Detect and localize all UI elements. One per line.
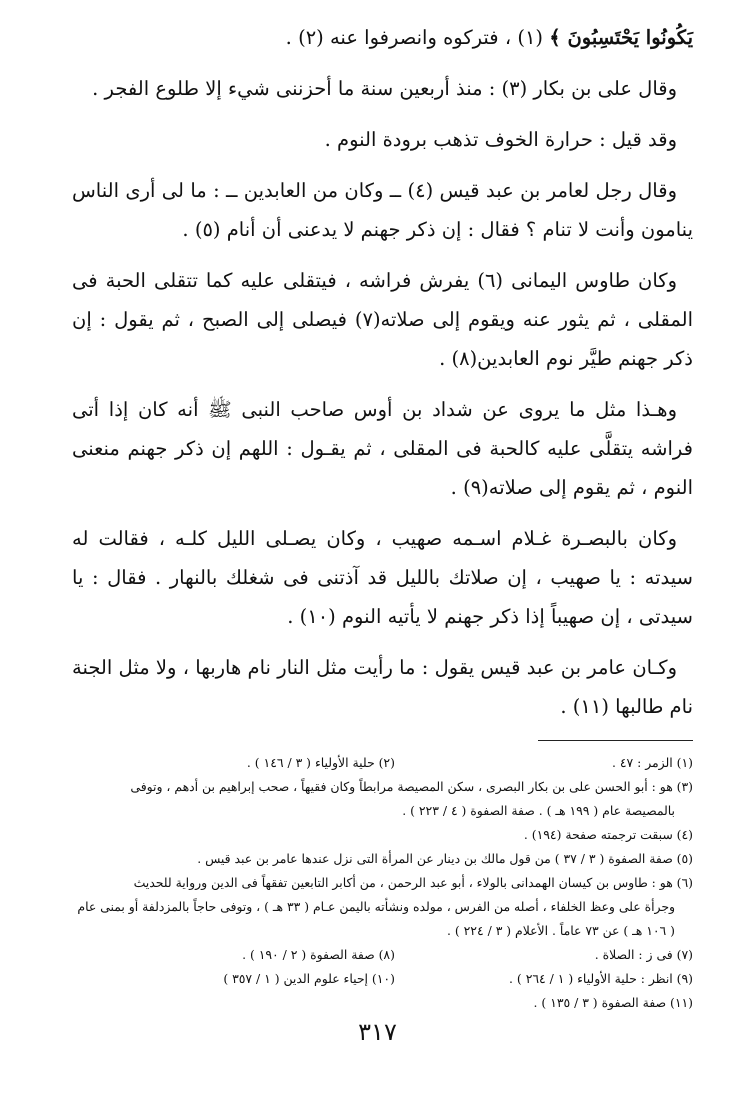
footnote-row	[72, 943, 693, 967]
footnote-5: (٥) صفة الصفوة ( ٣ / ٣٧ ) من قول مالك بن دينار عن المرأة التى نزل عندها عامر بن عبد قيس .	[197, 851, 693, 866]
footnote-1: (١) الزمر : ٤٧ .	[611, 755, 693, 770]
footnote-2: (٢) حلية الأولياء ( ٣ / ١٤٦ ) .	[246, 755, 395, 770]
footnotes	[72, 751, 693, 1015]
paragraph-4: وقال رجل لعامر بن عبد قيس (٤) ــ وكان من العابدين ــ : ما لى أرى الناس ينامون وأنت لا تنام ؟ فقال : إن ذكر جهنم لا يدعنى أن أنام (٥) .	[72, 179, 693, 241]
footnote-10: (١٠) إحياء علوم الدين ( ١ / ٣٥٧ )	[223, 971, 395, 986]
footnote-6-line-3: ( ١٠٦ هـ ) عن ٧٣ عاماً . الأعلام ( ٣ / ٢٢٤ ) .	[447, 923, 675, 938]
footnote-3-line-2: بالمصيصة عام ( ١٩٩ هـ ) . صفة الصفوة ( ٤ / ٢٢٣ ) .	[402, 803, 675, 818]
footnote-3	[72, 775, 693, 823]
quran-verse-fragment: يَكُونُوا يَحْتَسِبُونَ ﴾	[549, 26, 693, 49]
footnote-7: (٧) فى ز : الصلاة .	[594, 947, 693, 962]
paragraph-2: وقال على بن بكار (٣) : منذ أربعين سنة ما أحزننى شيء إلا طلوع الفجر .	[92, 77, 677, 100]
paragraph-6: وهـذا مثل ما يروى عن شداد بن أوس صاحب النبى ﷺ أنه كان إذا أتى فراشه يتقلَّى عليه كالحبة فى المقلى ، ثم يقـول : اللهم إن ذكر جهنم منعنى النوم ، ثم يقوم إلى صلاته(٩) .	[72, 398, 693, 499]
footnote-divider	[538, 740, 693, 741]
footnote-3-line-1: (٣) هو : أبو الحسن على بن بكار البصرى ، سكن المصيصة مرابطاً وكان فقيهاً ، صحب إبراهيم بن أدهم ، وتوفى	[130, 779, 693, 794]
paragraph-3: وقد قيل : حرارة الخوف تذهب برودة النوم .	[324, 128, 677, 151]
paragraph-1	[72, 18, 693, 57]
footnote-row	[72, 751, 693, 775]
footnote-6-line-1: (٦) هو : طاوس بن كيسان الهمدانى بالولاء ، أبو عبد الرحمن ، من أكابر التابعين تفقهاً فى الدين ورواية للحديث	[133, 875, 693, 890]
footnote-8: (٨) صفة الصفوة ( ٢ / ١٩٠ ) .	[242, 947, 395, 962]
footnote-row	[72, 967, 693, 991]
paragraph-5: وكان طاوس اليمانى (٦) يفرش فراشه ، فيتقلى عليه كما تتقلى الحبة فى المقلى ، ثم يثور عنه ويقوم إلى صلاته(٧) فيصلى إلى الصبح ، ثم يقول : إن ذكر جهنم طيَّر نوم العابدين(٨) .	[72, 269, 693, 370]
footnote-4: (٤) سبقت ترجمته صفحة (١٩٤) .	[523, 827, 693, 842]
paragraph-7: وكان بالبصـرة غـلام اسـمه صهيب ، وكان يصـلى الليل كلـه ، فقالت له سيدته : يا صهيب ، إن صلاتك بالليل قد آذتنى فى شغلك بالنهار . فقال : يا سيدتى ، إن صهيباً إذا ذكر جهنم لا يأتيه النوم (١٠) .	[72, 527, 693, 628]
footnote-11: (١١) صفة الصفوة ( ٣ / ١٣٥ ) .	[533, 995, 693, 1010]
main-text	[72, 18, 693, 726]
footnote-6	[72, 871, 693, 943]
footnote-6-line-2: وجرأة على وعظ الخلفاء ، أصله من الفرس ، مولده ونشأته باليمن عـام ( ٣٣ هـ ) ، وتوفى حاجاً بالمزدلفة أو بمنى عام	[77, 899, 675, 914]
paragraph-8: وكـان عامر بن عبد قيس يقول : ما رأيت مثل النار نام هاربها ، ولا مثل الجنة نام طالبها (١١) .	[72, 656, 693, 718]
paragraph-1-text: (١) ، فتركوه وانصرفوا عنه (٢) .	[285, 26, 550, 49]
page-number: ٣١٧	[358, 1018, 397, 1046]
footnote-9: (٩) انظر : حلية الأولياء ( ١ / ٢٦٤ ) .	[509, 971, 693, 986]
